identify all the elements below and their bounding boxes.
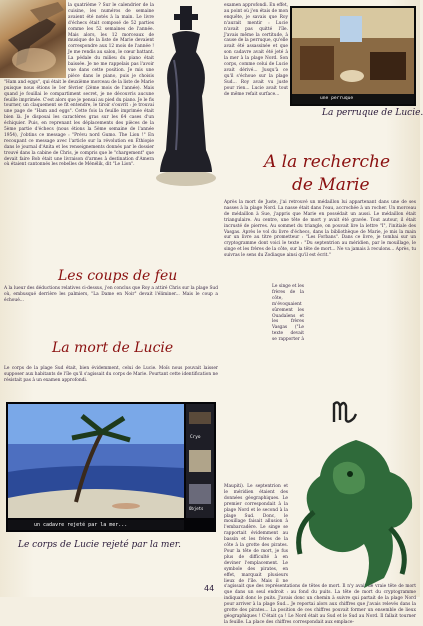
heading-recherche-1: A la recherche [264,152,391,172]
coups-paragraph: A la lueur des déductions relatives ci-dessus, j'en conclus que Roy a attiré Chris sur la plage Sud où, embusqué derrière les palmiers, "La Dame en Noir" devait l'éliminer... Mais le coup a échoué... [4,286,218,303]
recherche-paragraph-1: Après la mort de Juste, j'ai retrouvé un médaillon lui appartenant dans une de ses nasses à la plage Nord. La nasse était dans l'eau, accrochée à un rocher. Un morceau de médaillon à Sue, j'appris que Marie en possédait un aussi. Le médaillon était triangulaire. Au centre, une tête de mort y avait été gravée. Tout autour, il était incrusté de pierres. Au sommet du triangle, on pouvait lire la lettre "I", l'initiale des Vasgas. Après le vol du livre d'échecs, dans la bibliothèque de Marie, je mis la main sur un livre au titre prometteur : "Les Forbans". Dans ce livre, je tombai sur un cryptogramme dont voici le texte : "Du septentrion au méridien, par le mouillage, le singe et les frères de la côte, sur la tête de mort... Ne va jamais à reculons... Après, tu suivras le sens du Zodiaque ainsi qu'il est écrit." [224,200,416,259]
scorpion-figure-icon [294,428,420,592]
beach-photo-caption: un cadavre rejeté par la mer... [34,522,128,528]
coups-text [4,286,218,304]
wig-photo-caption: une perruque [320,96,354,101]
beach-hand-caption: Le corps de Lucie rejeté par la mer. [18,540,181,550]
scorpio-symbol-icon [330,396,360,426]
right-top-paragraph: examen approfondi. En effet, au point où j'en étais de mon enquête, je savais que Roy n'aurait mentir : Lucie n'avait pas quitté l'île. J'avais même la certitude, à cause de la perruque, qu'elle avait été assassinée et que son cadavre avait été jeté à la mer à la plage Nord. Son corps, comme celui de Lucie avait dérivé... Jusqu'à ce qu'il s'échoue sur la plage Sud... Roy avait vu juste pour rien... Lucie avait tout de même refait surface... [224,3,288,97]
mort-text [4,366,218,384]
beach-screenshot [6,402,216,532]
inventory-label: Objets [189,506,204,511]
recherche-text-1 [224,200,416,259]
intro-text [4,3,222,265]
heading-coups: Les coups de feu [58,268,178,284]
game-logo: Cryo [190,435,201,440]
heading-recherche-2: de Marie [292,175,370,195]
page-number: 44 [204,584,215,593]
right-top-text [224,3,416,107]
heading-mort: La mort de Lucie [52,340,174,356]
intro-paragraph: la quatrième ? Sur le calendrier de la cuisine, les numéros de semaine avaient été notés à la main. Le livre d'échecs était composé de 52 parties comme les 52 semaines de l'année. Mais alors, les 12 morceaux de musique de la liste de Marie devaient correspondre aux 12 mois de l'année ! Je me rendis au salon, le cœur battant. La pédale du milieu du piano était baissée. Je ne me rappelais pas l'avoir vue dans cette position. Je mis une pièce dans le piano, puis je choisis "Ham and eggs", qui était le deuxième morceau de la liste de Marie puisque nous étions le 1er février (2ème mois de l'année). Mais quand je fouillai le compartiment secret, je ne découvris aucune feuille imprimée. C'est alors que je pensai au pied du piano. Je le fis tourner, un claquement se fit entendre, le tiroir s'ouvrit : je trouvai une page de "Ham and eggs". Cette fois la feuille imprimée était bien là. Je disposai les caractères gras sur les 64 cases d'un échiquier. Puis, en reprenant les déplacements des pièces de la 5ème partie d'échecs (nous étions la 5ème semaine de l'année 1954), j'obtins ce message : "Prévu nord Gumo. The Lion !" En recoupant ce message avec l'article sur la révolution en Éthiopie dans le journal d'Anita et les renseignements donnés par le dossier trouvé dans la cabine de Chris, je compris que le "chargement" que devait faire Bob était une livraison d'armes à destination d'Amera où étaient cantonnés les rebelles de Ménélik, dit "Le Lion". [4,3,154,168]
recherche-paragraph-2: Le singe et les frères de la côte, m'évoquaient sûrement les Ouadaïens et les frères Vasgas ("Le texte devait se rapporter à Maupiti). Le septentrion et le méridien étaient des données géographiques. Le premier correspondait à la plage Nord et le second à la plage Sud. Donc, le mouillage faisait allusion à l'embarcadère. Le singe se rapportait évidemment au bassin et les frères de la côte à la grotte des pirates. Pour la tête de mort, je fus plus de difficulté à en deviner l'emplacement. Le symbole des pirates, en effet, marquait plusieurs lieux de l'île. Mais il ne s'agissait que des représentations de têtes de mort. Il n'y avait de vraie tête de mort que dans un seul endroit : au fond du puits. La tête de mort du cryptogramme indiquait donc le puits. J'avais donc un chemin à suivre qui partait de la plage Nord pour arriver à la plage Sud... Je reportai alors aux chiffres que j'avais relevés dans la grotte des pirates... La position de ces chiffres pouvait former un ensemble de lieux géographiques ! C'était ça ! Le Nord était au Sud et le Sud au Nord. Il fallait tourner la feuille. La place des chiffres correspondait aux emplace- [224,284,416,625]
beach-scene [6,402,216,532]
wig-hand-caption: La perruque de Lucie. [322,108,423,118]
mort-paragraph: Le corps de la plage Sud était, bien évidemment, celui de Lucie. Moïs nous pouvait laisser supposer aux habitants de l'île qu'il s'agissait du corps de Marie. Pourtant cette identification ne résistait pas à un examen approfondi. [4,366,218,383]
